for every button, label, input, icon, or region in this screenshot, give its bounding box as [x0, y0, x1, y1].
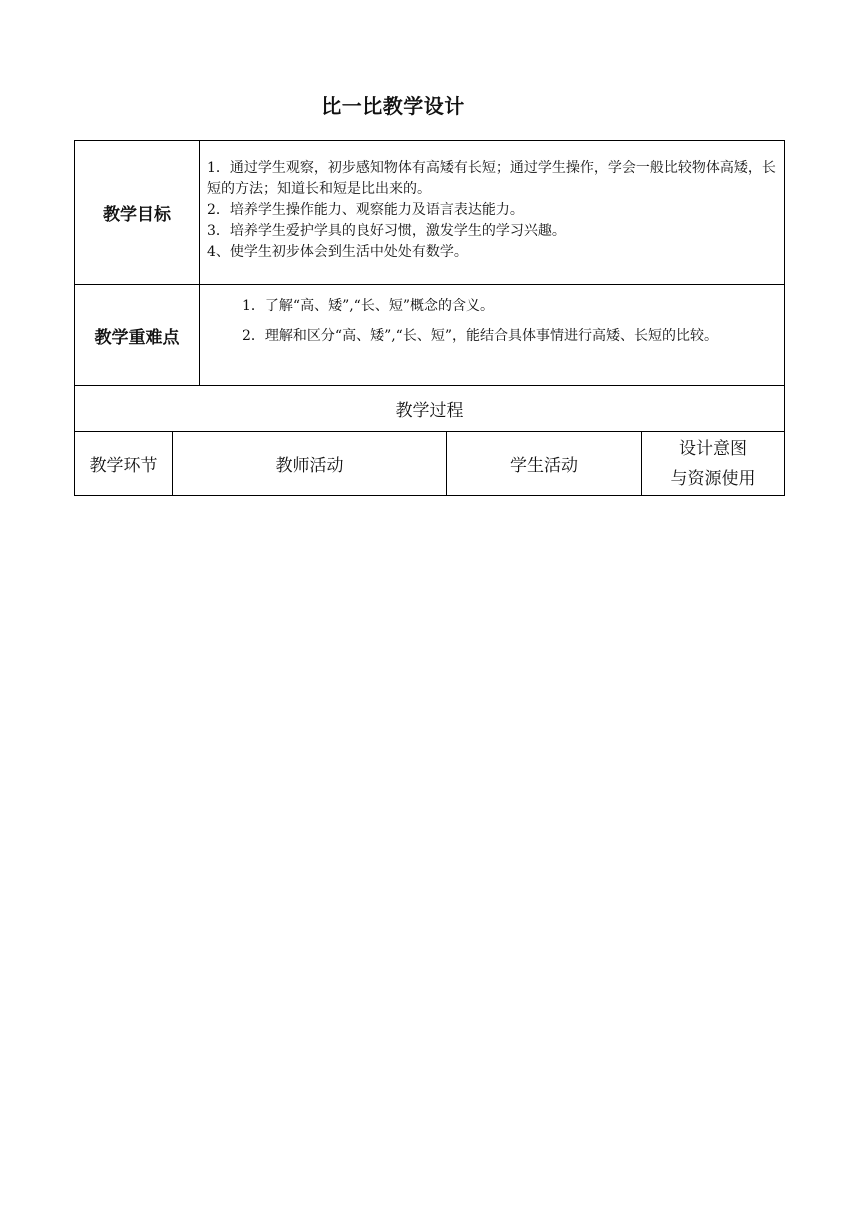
objective-item: 2．培养学生操作能力、观察能力及语言表达能力。 — [207, 202, 524, 218]
column-header-teacher — [173, 432, 446, 495]
column-header-student-label: 学生活动 — [510, 456, 578, 476]
keypoints-content — [242, 296, 778, 347]
objectives-label-cell — [75, 141, 199, 284]
column-header-design-label: 设计意图 — [679, 438, 747, 459]
objective-item: 1．通过学生观察，初步感知物体有高矮有长短；通过学生操作，学会一般比较物体高矮，长短的方法；知道长和短是比出来的。 — [207, 160, 776, 197]
keypoints-label: 教学重难点 — [94, 327, 180, 348]
keypoint-item: 2．理解和区分“高、矮”,“长、短”，能结合具体事情进行高矮、长短的比较。 — [242, 328, 718, 344]
column-divider-label — [199, 140, 200, 385]
objectives-content — [207, 158, 779, 263]
process-header-cell — [75, 386, 784, 431]
document-title: 比一比教学设计 — [321, 94, 465, 118]
column-header-stage — [75, 432, 172, 495]
column-header-design — [642, 432, 784, 495]
objectives-label: 教学目标 — [103, 205, 171, 225]
column-header-resources-label: 与资源使用 — [670, 468, 756, 489]
objective-item: 4、使学生初步体会到生活中处处有数学。 — [207, 244, 468, 260]
column-header-stage-label: 教学环节 — [89, 456, 158, 476]
column-header-teacher-label: 教师活动 — [275, 456, 344, 476]
objective-item: 3．培养学生爱护学具的良好习惯，激发学生的学习兴趣。 — [207, 223, 566, 239]
keypoint-item: 1．了解“高、矮”,“长、短”概念的含义。 — [242, 298, 494, 314]
keypoints-label-cell — [75, 285, 199, 385]
column-header-student — [447, 432, 641, 495]
process-header: 教学过程 — [395, 401, 464, 421]
